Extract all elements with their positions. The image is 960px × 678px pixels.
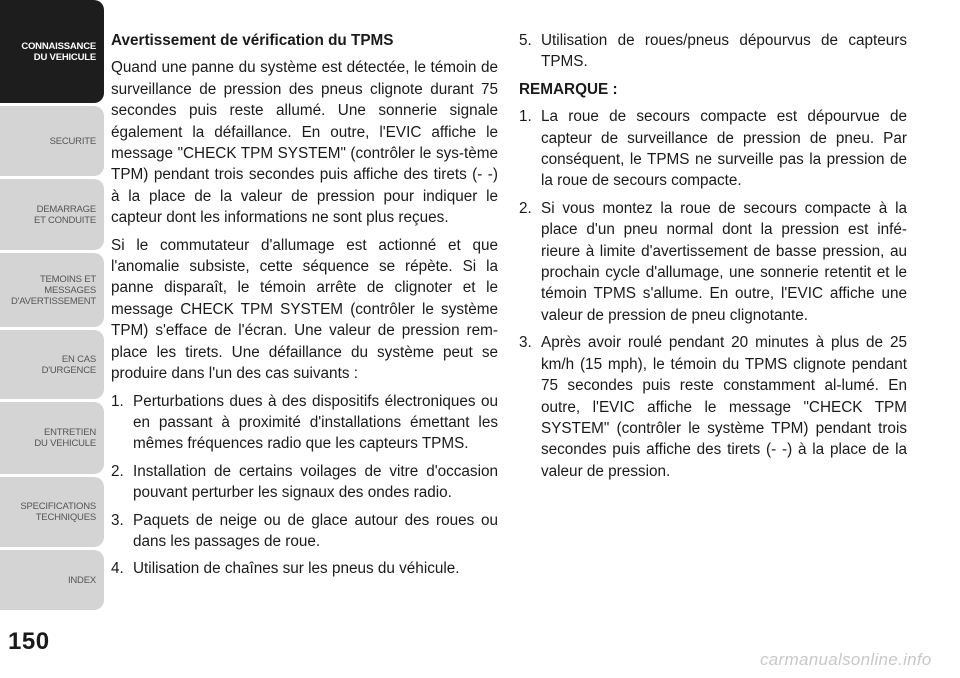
tab-specifications-techniques[interactable]: SPECIFICATIONS TECHNIQUES bbox=[0, 477, 104, 547]
list-number: 5. bbox=[519, 32, 532, 49]
list-number: 2. bbox=[111, 462, 124, 480]
list-item bbox=[111, 510, 498, 553]
list-item bbox=[111, 461, 498, 504]
list-text: Utilisation de chaînes sur les pneus du véhicule. bbox=[133, 560, 460, 578]
remark-item bbox=[519, 198, 907, 326]
tab-temoins-et-messages[interactable]: TEMOINS ET MESSAGES D'AVERTISSEMENT bbox=[0, 253, 104, 327]
section-heading: Avertissement de vérification du TPMS bbox=[111, 32, 394, 49]
remark-heading: REMARQUE : bbox=[519, 80, 618, 98]
watermark: carmanualsonline.info bbox=[760, 650, 932, 669]
list-text: Si vous montez la roue de secours compacte à la place d'un pneu normal dont la pression est infé-rieure à limite d'avertissement de basse pression, au prochain cycle d'allumage, une sonnerie retentit et le témoin TPMS s'allume. En outre, l'EVIC affiche une valeur de pression de pneu clignotante. bbox=[541, 199, 907, 324]
left-column bbox=[111, 30, 498, 586]
tab-demarrage-et-conduite[interactable]: DEMARRAGE ET CONDUITE bbox=[0, 179, 104, 250]
list-number: 1. bbox=[111, 392, 124, 410]
list-text: Après avoir roulé pendant 20 minutes à plus de 25 km/h (15 mph), le témoin du TPMS clignote pendant 75 secondes puis reste constamment al-lumé. En outre, l'EVIC affiche le message "CHECK TPM SYSTEM" (contrôler le système TPM) pendant trois secondes puis affiche des tirets (- -) à la place de la valeur de pression. bbox=[541, 334, 907, 480]
tab-index[interactable]: INDEX bbox=[0, 550, 104, 610]
list-number: 3. bbox=[111, 511, 124, 529]
list-text: Installation de certains voilages de vitre d'occasion pouvant perturber les signaux des ondes radio. bbox=[133, 462, 498, 502]
list-number: 3. bbox=[519, 334, 532, 352]
tab-en-cas-durgence[interactable]: EN CAS D'URGENCE bbox=[0, 330, 104, 399]
list-text: Utilisation de roues/pneus dépourvus de capteurs TPMS. bbox=[541, 32, 907, 71]
tab-securite[interactable]: SECURITE bbox=[0, 106, 104, 176]
list-number: 1. bbox=[519, 108, 532, 126]
list-text: Paquets de neige ou de glace autour des roues ou dans les passages de roue. bbox=[133, 511, 498, 550]
chapter-sidebar bbox=[0, 0, 106, 610]
remark-item bbox=[519, 332, 907, 482]
list-item bbox=[111, 558, 498, 579]
paragraph-2: Si le commutateur d'allumage est actionné et que l'anomalie subsiste, cette séquence se répète. Si la panne disparaît, le témoin arrête de clignoter et le message CHECK TPM SYSTEM (contrôler le système TPM) s'efface de l'écran. Une valeur de pression rem-place les tirets. Une défaillance du système peut se produire dans l'un des cas suivants : bbox=[111, 236, 498, 383]
right-column bbox=[519, 30, 907, 488]
list-item bbox=[111, 391, 498, 455]
list-number: 4. bbox=[111, 560, 124, 578]
page-number: 150 bbox=[8, 628, 50, 655]
tab-entretien-du-vehicule[interactable]: ENTRETIEN DU VEHICULE bbox=[0, 402, 104, 474]
list-number: 2. bbox=[519, 199, 532, 217]
list-text: La roue de secours compacte est dépourvue de capteur de surveillance de pression de pneu. Par conséquent, le TPMS ne surveille pas la pression de la roue de secours compacte. bbox=[541, 108, 907, 190]
list-text: Perturbations dues à des dispositifs électroniques ou en passant à proximité d'installations émettant les mêmes fréquences radio que les capteurs TPMS. bbox=[133, 392, 498, 453]
tab-connaissance-du-vehicule[interactable]: CONNAISSANCE DU VEHICULE bbox=[0, 0, 104, 103]
remark-item bbox=[519, 106, 907, 192]
list-item bbox=[519, 30, 907, 73]
paragraph-1: Quand une panne du système est détectée, le témoin de surveillance de pression des pneus clignote durant 75 secondes puis reste allumé. Une sonnerie signale également la défaillance. En outre, l'EVIC affiche le message "CHECK TPM SYSTEM" (contrôler le sys-tème TPM) pendant trois secondes puis affiche des tirets (- -) à la place de la valeur de pression pour indiquer le capteur dont les informations ne sont plus reçues. bbox=[111, 59, 498, 227]
